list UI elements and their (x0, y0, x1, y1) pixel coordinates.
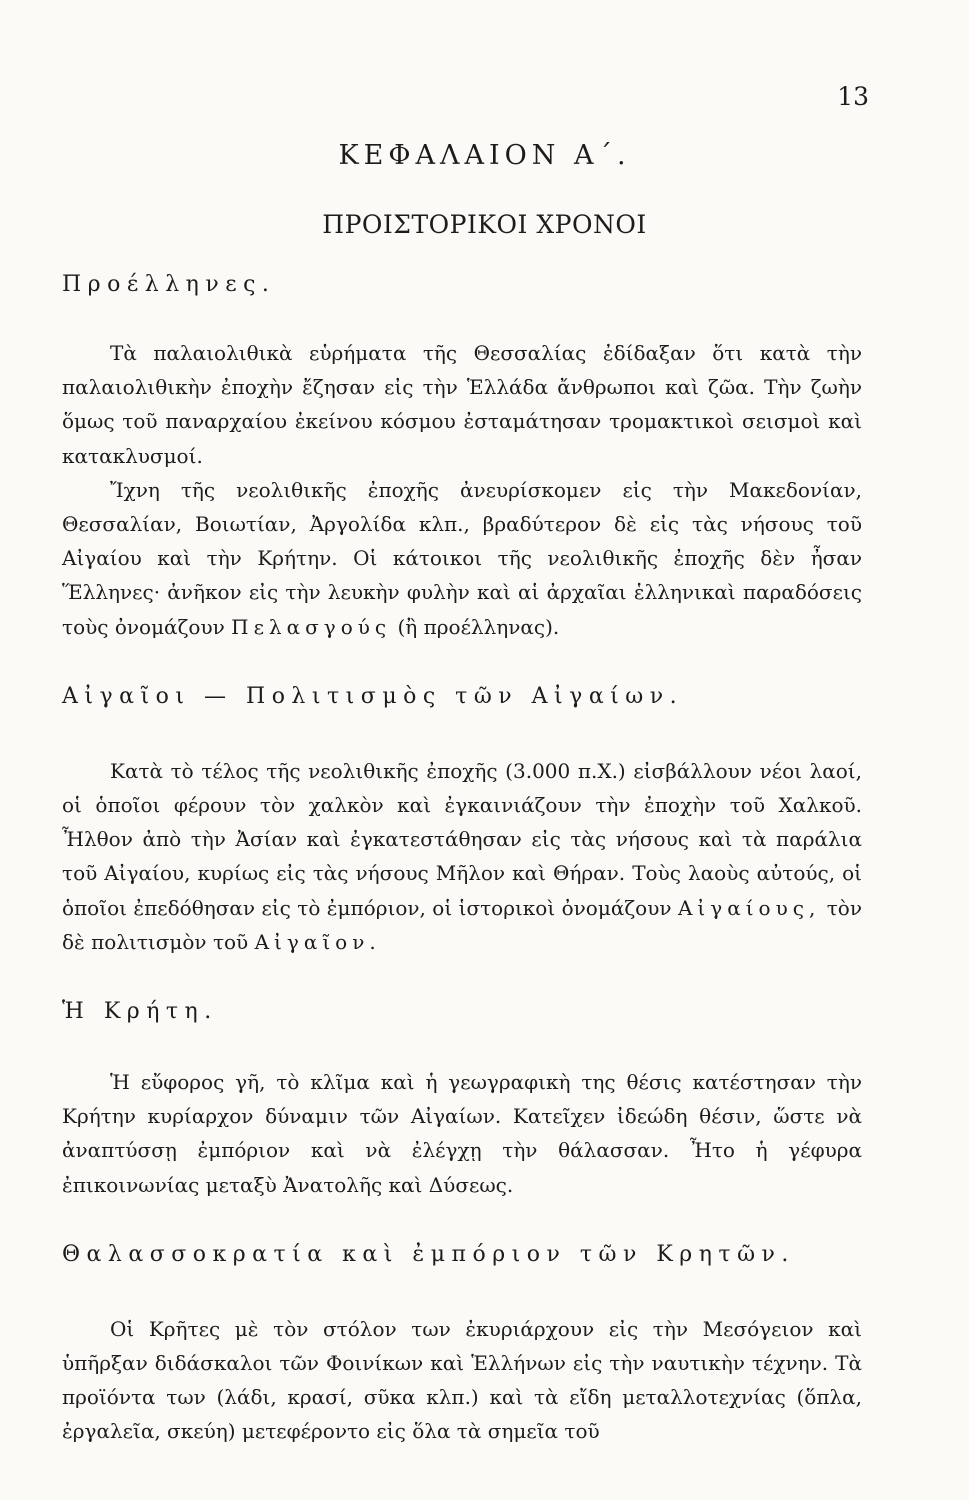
page-number: 13 (837, 82, 869, 111)
subheading-thalassokratia: Θαλασσοκρατία καὶ ἐμπόριον τῶν Κρητῶν. (62, 1241, 795, 1267)
paragraph-neolithic (62, 473, 862, 644)
subheading-proellines: Προέλληνες. (62, 272, 276, 297)
spaced-term-aigaious: Αἰγαίους, (677, 895, 821, 920)
paragraph-aigaioi-mid: τὸν δὲ πολιτισμὸν τοῦ (62, 895, 862, 954)
chapter-title: ΚΕΦΑΛΑΙΟΝ Α΄. (338, 140, 631, 171)
paragraph-thalassokratia: Οἱ Κρῆτες μὲ τὸν στόλον των ἐκυριάρχουν εἰς τὴν Μεσόγειον καὶ ὑπῆρξαν διδάσκαλοι τῶν Φοινίκων καὶ Ἑλλήνων εἰς τὴν ναυτικὴν τέχνην. Τὰ προϊόντα των (λάδι, κρασί, σῦκα κλπ.) καὶ τὰ εἴδη μεταλλοτεχνίας (ὅπλα, ἐργαλεῖα, σκεύη) μετεφέροντο εἰς ὅλα τὰ σημεῖα τοῦ (62, 1316, 862, 1444)
paragraph-aigaioi-text: Κατὰ τὸ τέλος τῆς νεολιθικῆς ἐποχῆς (3.000 π.Χ.) εἰσβάλλουν νέοι λαοί, οἱ ὁποῖοι φέρουν τὸν χαλκὸν καὶ ἐγκαινιάζουν τὴν ἐποχὴν τοῦ Χαλκοῦ. Ἦλθον ἀπὸ τὴν Ἀσίαν καὶ ἐγκατεστάθησαν εἰς τὰς νήσους καὶ τὰ παράλια τοῦ Αἰγαίου, κυρίως εἰς τὰς νήσους Μῆλον καὶ Θήραν. Τοὺς λαοὺς αὐτούς, οἱ ὁποῖοι ἐπεδόθησαν εἰς τὸ ἐμπόριον, οἱ ἱστορικοὶ ὀνομάζουν (62, 758, 862, 920)
paragraph-paleolithic: Τὰ παλαιολιθικὰ εὑρήματα τῆς Θεσσαλίας ἐδίδαξαν ὅτι κατὰ τὴν παλαιολιθικὴν ἐποχὴν ἔζησαν εἰς τὴν Ἑλλάδα ἄνθρωποι καὶ ζῶα. Τὴν ζωὴν ὅμως τοῦ παναρχαίου ἐκείνου κόσμου ἐσταμάτησαν τρομακτικοὶ σεισμοὶ καὶ κατακλυσμοί. (62, 341, 862, 468)
spaced-term-pelasgous: Πελασγούς (231, 614, 392, 639)
paragraph-neolithic-end: (ἢ προέλληνας). (397, 614, 560, 639)
paragraph-aigaioi (62, 754, 862, 959)
section-title: ΠΡΟΙΣΤΟΡΙΚΟΙ ΧΡΟΝΟΙ (322, 210, 647, 239)
paragraph-neolithic-text: Ἴχνη τῆς νεολιθικῆς ἐποχῆς ἀνευρίσκομεν εἰς τὴν Μακεδονίαν, Θεσσαλίαν, Βοιωτίαν, Ἀργολίδα κλπ., βραδύτερον δὲ εἰς τὰς νήσους τοῦ Αἰγαίου καὶ τὴν Κρήτην. Οἱ κάτοικοι τῆς νεολιθικῆς ἐποχῆς δὲν ἦσαν Ἕλληνες· ἀνῆκον εἰς τὴν λευκὴν φυλὴν καὶ αἱ ἀρχαῖαι ἑλληνικαὶ παραδόσεις τοὺς ὀνομάζουν (62, 477, 862, 639)
page-body (62, 268, 862, 1449)
paragraph-kriti: Ἡ εὔφορος γῆ, τὸ κλῖμα καὶ ἡ γεωγραφικὴ της θέσις κατέστησαν τὴν Κρήτην κυρίαρχον δύναμιν τῶν Αἰγαίων. Κατεῖχεν ἰδεώδη θέσιν, ὥστε νὰ ἀναπτύσσῃ ἐμπόριον καὶ νὰ ἐλέγχῃ τὴν θάλασσαν. Ἦτο ἡ γέφυρα ἐπικοινωνίας μεταξὺ Ἀνατολῆς καὶ Δύσεως. (62, 1070, 862, 1197)
subheading-kriti: Ἡ Κρήτη. (62, 999, 218, 1025)
subheading-aigaioi: Αἰγαῖοι — Πολιτισμὸς τῶν Αἰγαίων. (62, 683, 684, 709)
spaced-term-aigaion: Αἰγαῖον. (254, 929, 381, 954)
